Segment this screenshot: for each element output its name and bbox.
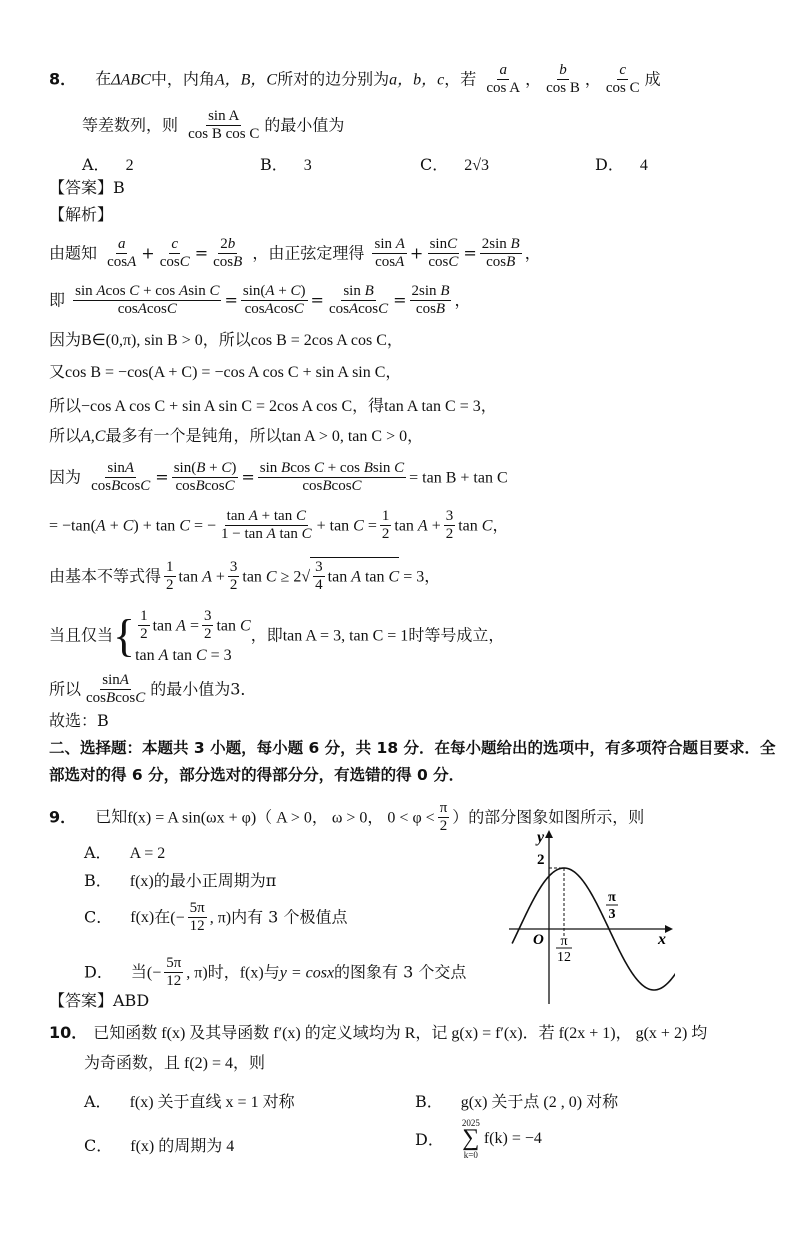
frac: [164, 955, 183, 991]
frac-den: cosC: [428, 254, 459, 271]
y-axis-arrow: [545, 830, 553, 838]
frac: [202, 608, 214, 644]
zero-x-numerator: π: [608, 890, 616, 905]
left-brace: {: [113, 609, 136, 661]
q9-option-c: C． f(x)在(− $\frac{5\pi}{12}$ , π)内有 3 个极值点: [84, 900, 348, 935]
frac-num: c: [169, 236, 180, 254]
q8-choose: 故选：B: [49, 711, 109, 730]
q8-analysis-label: 【解析】: [49, 205, 114, 224]
frac: [372, 236, 406, 272]
frac-den: cosB: [486, 254, 516, 271]
step-text: 由基本不等式得: [49, 566, 162, 586]
q9-option-b: [84, 868, 276, 891]
step-math: tan A = 3, tan C = 1: [282, 627, 409, 645]
frac-num: sin Acos C + cos Asin C: [73, 283, 221, 301]
q10-stem-line1: 已知函数 f(x) 及其导函数 f′(x) 的定义域均为 R，记 g(x) = f′(x)．若 f(2x + 1)， g(x + 2) 均: [93, 1025, 708, 1042]
frac-num: 5π: [188, 900, 207, 918]
q8-step5: 所以−cos A cos C + sin A sin C = 2cos A cos C，得tan A tan C = 3，: [49, 396, 497, 415]
frac-den: cos B cos C: [188, 126, 260, 143]
q8-option-d: [595, 152, 648, 175]
frac-den: 2: [445, 526, 454, 543]
frac: [327, 283, 390, 319]
frac-num: 5π: [164, 955, 183, 973]
q8-option-c: [420, 152, 489, 175]
frac: [380, 508, 392, 544]
frac: [426, 236, 460, 272]
frac-den: cos A: [486, 80, 521, 97]
step-math: = tan B + tan C: [409, 469, 508, 487]
q8-line2b: 的最小值为: [264, 115, 345, 135]
frac-den: cosBcosC: [175, 478, 235, 495]
frac-num: sin B: [341, 283, 375, 301]
option-text: f(x) 的周期为 4: [130, 1138, 235, 1155]
sqrt-body: $\frac{3}{4}$ tan A tan C: [310, 557, 399, 595]
q8-line2: [82, 108, 344, 144]
frac: [158, 236, 192, 272]
q8-line2a: 等差数列，则: [82, 115, 179, 135]
q9-answer: 【答案】ABD: [49, 991, 150, 1010]
step-text: 的最小值为3．: [150, 679, 257, 699]
q8-sides: a，b，c: [389, 71, 445, 89]
frac: [138, 608, 150, 644]
x-axis-arrow: [665, 925, 673, 933]
q10-option-b: [415, 1089, 618, 1112]
step-text: 又: [49, 362, 66, 381]
step-text: ，得: [352, 396, 385, 415]
frac-num: π: [438, 800, 450, 818]
option-math: f(x): [239, 964, 264, 982]
frac-den: cosAcosC: [244, 301, 304, 318]
q8-step6: 所以A,C最多有一个是钝角，所以tan A > 0, tan C > 0，: [49, 426, 424, 445]
frac-num: sinA: [105, 460, 136, 478]
frac: [444, 508, 456, 544]
option-text: 的图象有 3 个交点: [334, 962, 467, 982]
frac-num: sin A: [372, 236, 406, 254]
option-text: 时，: [207, 962, 240, 982]
option-label: B．: [260, 155, 288, 174]
peak-value-label: 2: [537, 852, 545, 868]
step-math: B∈(0,π), sin B > 0: [81, 332, 203, 349]
frac-den: 2: [439, 818, 448, 835]
q10-option-d: [415, 1118, 542, 1160]
zero-x-denominator: 3: [608, 907, 616, 922]
step-text: 即: [49, 290, 66, 310]
q9-cond-tail: ）的部分图象如图所示，则: [452, 807, 645, 827]
frac-den: cosBcosC: [86, 690, 146, 707]
q8-step3: 因为B∈(0,π), sin B > 0，所以cos B = 2cos A cos C，: [49, 330, 403, 349]
frac: [219, 508, 314, 544]
frac-num: 2b: [218, 236, 237, 254]
option-text: 3: [303, 157, 312, 174]
frac-num: sin(B + C): [172, 460, 239, 478]
option-text: f(x) 关于直线 x = 1 对称: [129, 1094, 295, 1111]
frac-den: cosB: [213, 254, 243, 271]
frac: [313, 559, 325, 595]
q9-number: 9．: [49, 807, 77, 827]
q8-step11: [49, 672, 256, 708]
frac-den: 2: [229, 577, 238, 594]
frac-den: 2: [381, 526, 390, 543]
step-math: A,C: [81, 428, 106, 445]
q8-option-b: [260, 152, 312, 175]
frac-num: sinC: [428, 236, 460, 254]
section2-line1: 二、选择题：本题共 3 小题，每小题 6 分，共 18 分．在每小题给出的选项中，有多项符合题目要求．全: [49, 739, 776, 757]
zero-x-label: [606, 890, 618, 922]
frac-num: sin(A + C): [241, 283, 308, 301]
frac-num: 3: [313, 559, 325, 577]
q9-option-a: [84, 840, 165, 863]
step-text: 所以: [49, 396, 82, 415]
x-axis-label: x: [658, 931, 666, 948]
frac-num: 1: [138, 608, 150, 626]
step-text: ，即: [250, 625, 283, 645]
frac-den: 1 − tan A tan C: [221, 526, 312, 543]
frac-num: tan A + tan C: [225, 508, 308, 526]
option-label: C．: [84, 1136, 113, 1155]
frac: [480, 236, 522, 272]
option-label: D．: [84, 962, 113, 982]
q10-line2: [84, 1055, 265, 1072]
option-label: C．: [420, 155, 449, 174]
step-math: cos B = 2cos A cos C: [250, 332, 387, 349]
frac-den: 12: [189, 918, 205, 935]
step-text: 时等号成立，: [408, 625, 505, 645]
q8-frac-b: [544, 62, 582, 98]
option-math: f(x): [129, 873, 154, 890]
q8-option-a: [82, 152, 134, 175]
system: $\frac{1}{2}$ tan A = $\frac{3}{2}$ tan C tan A tan C = 3: [135, 608, 251, 664]
option-text: 的最小正周期为π: [153, 871, 277, 890]
option-label: A．: [84, 1092, 112, 1111]
q8-triangle: ΔABC: [111, 71, 151, 89]
q8-stem-b: 中，内角: [150, 69, 215, 89]
frac-num: b: [557, 62, 569, 80]
step-text: 当且仅当: [49, 625, 114, 645]
q9-cond: （ A > 0， ω > 0， 0 < φ <: [256, 809, 435, 827]
step-math: tan A tan C = 3: [384, 398, 481, 415]
frac: [84, 672, 147, 708]
q8-step10: [49, 608, 504, 664]
q10-stem-line2: 为奇函数，且 f(2) = 4，则: [84, 1055, 266, 1072]
frac-den: 12: [166, 973, 182, 990]
frac-den: cosA: [375, 254, 405, 271]
frac-den: cos B: [546, 80, 580, 97]
origin-label: O: [533, 932, 544, 948]
frac: [211, 236, 244, 272]
option-text: 内有 3 个极值点: [231, 907, 348, 927]
frac-num: 3: [444, 508, 456, 526]
q8-line1: 8． 在ΔABC中，内角A，B，C所对的边分别为a，b，c，若 $\frac{a}{\text{cos A}}$ ， $\frac{b}{\text{cos B}}$ ， $\frac{c}{\text{cos C}}$ 成: [49, 62, 661, 97]
frac: [89, 460, 152, 496]
frac-num: 1: [380, 508, 392, 526]
frac: [164, 559, 176, 595]
step-text: ，所以: [202, 330, 251, 349]
step-text: 因为: [49, 330, 82, 349]
q10-option-a: [84, 1089, 295, 1112]
frac: [438, 800, 450, 836]
q9-option-d: D． 当(− $\frac{5\pi}{12}$ , π)时，f(x)与y = cosx的图象有 3 个交点: [84, 955, 467, 990]
frac: [73, 283, 221, 319]
frac-num: a: [497, 62, 509, 80]
y-axis-label: y: [537, 829, 545, 846]
frac: [410, 283, 452, 319]
frac-den: 2: [166, 577, 174, 594]
step-text: 所以: [49, 426, 82, 445]
q10-option-c: [84, 1133, 234, 1156]
frac: [188, 900, 207, 936]
q8-stem-d: ，若: [444, 69, 477, 89]
option-text: 在: [154, 907, 171, 927]
frac-num: 3: [202, 608, 214, 626]
frac: [105, 236, 138, 272]
option-text: A = 2: [129, 845, 166, 862]
frac-den: cosC: [159, 254, 190, 271]
option-math: y = cosx: [279, 964, 335, 982]
frac-den: cosBcosC: [302, 478, 362, 495]
q9-function-graph: [505, 826, 675, 1006]
section2-line2: 部选对的得 6 分，部分选对的得部分分，有选错的得 0 分．: [49, 766, 465, 784]
option-label: B．: [415, 1092, 443, 1111]
step-math: −cos A cos C + sin A sin C = 2cos A cos C: [81, 398, 353, 415]
q8-step4: 又cos B = −cos(A + C) = −cos A cos C + sin A sin C，: [49, 362, 402, 381]
frac-num: a: [116, 236, 128, 254]
q8-step1: 由题知 $\frac{a}{\cos A}$ + $\frac{c}{\cos C}$ = $\frac{2b}{\cos B}$ ，由正弦定理得 $\frac{\text{sin A}}{\cos A}$ + $\frac{\sin C}{\cos C}$ = $\frac{\text{2sin B}}{\cos B}$ ，: [49, 236, 541, 271]
option-math: f(x): [130, 909, 155, 927]
frac-den: cosBcosC: [91, 478, 151, 495]
q8-number: 8．: [49, 69, 77, 89]
sigma-symbol: ∑: [462, 1125, 480, 1151]
option-label: A．: [84, 843, 112, 862]
frac-den: 2: [203, 626, 212, 643]
q8-angles: A，B，C: [214, 71, 278, 89]
option-text: 4: [639, 157, 648, 174]
q10-line1: [49, 1025, 707, 1042]
frac-den: 4: [315, 577, 323, 594]
q10-number: 10．: [49, 1023, 88, 1042]
option-label: B．: [84, 871, 112, 890]
q8-step9: 由基本不等式得 $\frac{1}{2}$ tan A + $\frac{3}{2}$ tan C ≥ 2√ $\frac{3}{4}$ tan A tan C = 3，: [49, 559, 441, 594]
q8-stem-e: 成: [644, 69, 661, 89]
option-label: A．: [82, 155, 110, 174]
step-math: cos B = −cos(A + C) = −cos A cos C + sin A sin C: [65, 364, 386, 381]
step-math: tan A > 0, tan C > 0: [281, 428, 408, 445]
frac: [258, 460, 406, 496]
step-text: 由题知: [49, 243, 98, 263]
frac-num: 3: [228, 559, 240, 577]
option-label: D．: [595, 155, 624, 174]
peak-x-numerator: π: [560, 934, 568, 949]
frac-num: sinA: [100, 672, 131, 690]
peak-x-denominator: 12: [557, 950, 571, 965]
option-label: C．: [84, 907, 113, 927]
option-text: 2√3: [464, 157, 490, 174]
q9-stem-a: 已知: [95, 807, 128, 827]
q8-answer: 【答案】B: [49, 178, 125, 197]
frac: [172, 460, 239, 496]
option-text: g(x) 关于点 (2 , 0) 对称: [460, 1094, 619, 1111]
frac-den: cosA: [107, 254, 137, 271]
step-text: 最多有一个是钝角，所以: [105, 426, 282, 445]
option-text: 当: [130, 962, 147, 982]
option-text: 与: [263, 962, 280, 982]
option-label: D．: [415, 1130, 444, 1150]
frac-num: sin Bcos C + cos Bsin C: [258, 460, 406, 478]
frac-num: c: [617, 62, 628, 80]
frac-num: 1: [164, 559, 176, 577]
frac: [241, 283, 308, 319]
step-text: 所以: [49, 679, 82, 699]
q8-step7: 因为 $\frac{\sin A}{\text{cosBcosC}}$ = $\frac{\sin(B + C)}{\text{cosBcosC}}$ = $\frac{\text{sin Bcos C + cos Bsin C}}{\text{cosBcosC}}$ = tan B + tan C: [49, 460, 508, 495]
q8-step2: 即 $\frac{\text{sin Acos C + cos Asin C}}{\text{cosAcosC}}$ = $\frac{\sin(A + C)}{\text{cosAcosC}}$ = $\frac{\text{sin B}}{\text{cosAcosC}}$ = $\frac{\text{2sin B}}{\cos B}$ ，: [49, 283, 471, 318]
frac-den: cosAcosC: [117, 301, 177, 318]
summation: [462, 1118, 480, 1160]
sum-lower: k=0: [463, 1149, 478, 1160]
frac-den: 2: [140, 626, 148, 643]
q8-frac-c: [604, 62, 642, 98]
sum-upper: 2025: [461, 1118, 480, 1128]
q8-step8: = −tan(A + C) + tan C = − $\frac{\text{tan A + tan C}}{\text{1 − tan A tan C}}$ + tan C = $\frac{1}{2}$ tan A + $\frac{3}{2}$ tan C，: [49, 508, 509, 543]
frac-num: 2sin B: [410, 283, 452, 301]
step-text: ，由正弦定理得: [252, 243, 365, 263]
q8-stem-c: 所对的边分别为: [277, 69, 390, 89]
q9-func: f(x) = A sin(ωx + φ): [127, 809, 257, 827]
option-text: 2: [125, 157, 134, 174]
q8-frac-a: [484, 62, 522, 98]
option-text: f(k) = −4: [483, 1129, 542, 1147]
frac-den: cosAcosC: [328, 301, 389, 318]
frac-num: sin A: [206, 108, 241, 126]
frac-den: cos C: [605, 80, 640, 97]
q8-stem: 在: [95, 69, 112, 89]
frac-num: 2sin B: [480, 236, 522, 254]
step-text: 因为: [49, 467, 82, 487]
frac: [228, 559, 240, 595]
peak-x-label: [556, 934, 572, 965]
q8-target-frac: [186, 108, 261, 144]
frac-den: cosB: [415, 301, 446, 318]
